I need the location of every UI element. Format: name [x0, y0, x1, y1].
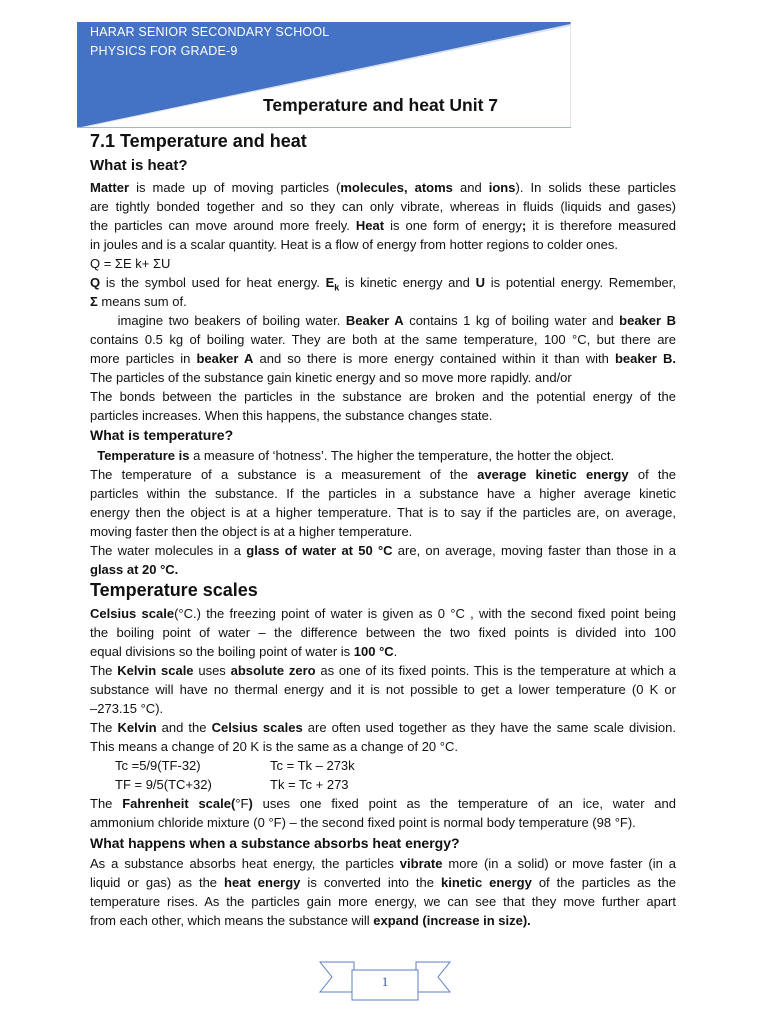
page-number: 1: [381, 974, 389, 989]
paragraph-line: Celsius scale(°C.) the freezing point of water is given as 0 °C , with the second fixed point being: [90, 606, 677, 621]
paragraph-line: The temperature of a substance is a measurement of the average kinetic energy of the: [90, 467, 676, 482]
paragraph-line: As a substance absorbs heat energy, the particles vibrate more (in a solid) or move faster (in a: [90, 856, 677, 871]
paragraph-line: The water molecules in a glass of water at 50 °C are, on average, moving faster than those in a: [90, 543, 677, 558]
formula-f-from-c: TF = 9/5(TC+32): [115, 777, 212, 792]
paragraph-line: from each other, which means the substance will expand (increase in size).: [90, 913, 531, 928]
paragraph-line: liquid or gas) as the heat energy is converted into the kinetic energy of the particles as the: [90, 875, 676, 890]
formula-c-from-k: Tc = Tk – 273k: [270, 758, 355, 773]
paragraph-line: are tightly bonded together and so they can only vibrate, whereas in fluids (liquids and gases): [90, 199, 676, 214]
course-subject: PHYSICS FOR GRADE-9: [90, 44, 238, 58]
paragraph-line: glass at 20 °C.: [90, 562, 179, 577]
school-name: HARAR SENIOR SECONDARY SCHOOL: [90, 25, 330, 39]
section-title: 7.1 Temperature and heat: [90, 131, 307, 151]
paragraph-line: the particles can move around more freely. Heat is one form of energy; it is therefore measured: [90, 218, 676, 233]
paragraph-line: substance will have no thermal energy and it is not possible to get a lower temperature (0 K or: [90, 682, 676, 697]
formula-c-from-f: Tc =5/9(TF-32): [115, 758, 201, 773]
paragraph-line: The bonds between the particles in the substance are broken and the potential energy of the: [90, 389, 676, 404]
paragraph-line: Matter is made up of moving particles (molecules, atoms and ions). In solids these particles: [90, 180, 676, 195]
heading-what-is-temperature: What is temperature?: [90, 427, 234, 443]
paragraph-line: Q is the symbol used for heat energy. $E_k$ is kinetic energy and U is potential energy. Remember,: [90, 275, 677, 293]
paragraph-line: The Fahrenheit scale(°F) uses one fixed point as the temperature of an ice, water and: [90, 796, 676, 811]
paragraph-line: This means a change of 20 K is the same as a change of 20 °C.: [90, 739, 458, 754]
heading-what-is-heat: What is heat?: [90, 157, 188, 174]
paragraph-line: more particles in beaker A and so there is more energy contained within it than with beaker B.: [90, 351, 676, 366]
paragraph-line: the boiling point of water – the difference between the two fixed points is divided into 100: [90, 625, 676, 640]
unit-title: Temperature and heat Unit 7: [263, 95, 499, 115]
paragraph-line: ammonium chloride mixture (0 °F) – the second fixed point is normal body temperature (98 °F).: [90, 815, 636, 830]
paragraph-line: The Kelvin scale uses absolute zero as one of its fixed points. This is the temperature at which a: [90, 663, 677, 678]
paragraph-line: particles increases. When this happens, the substance changes state.: [90, 408, 493, 423]
header-banner: [77, 22, 571, 128]
heading-temperature-scales: Temperature scales: [90, 580, 258, 600]
paragraph-line: imagine two beakers of boiling water. Beaker A contains 1 kg of boiling water and beaker B: [90, 313, 676, 328]
paragraph-line: The particles of the substance gain kinetic energy and so move more rapidly. and/or: [90, 370, 572, 385]
formula-k-from-c: Tk = Tc + 273: [270, 777, 349, 792]
paragraph-line: equal divisions so the boiling point of water is 100 °C.: [90, 644, 398, 659]
paragraph-line: Σ means sum of.: [90, 294, 187, 309]
paragraph-line: temperature rises. As the particles gain more energy, we can see that they move further apart: [90, 894, 676, 909]
paragraph-line: contains 0.5 kg of boiling water. They are both at the same temperature, 100 °C, but there are: [90, 332, 676, 347]
paragraph-line: particles within the substance. If the particles in a substance have a higher average kinetic: [90, 486, 676, 501]
paragraph-line: moving faster then the object is at a higher temperature.: [90, 524, 413, 539]
heat-formula: Q = ΣE k+ ΣU: [90, 256, 171, 271]
paragraph-line: The Kelvin and the Celsius scales are often used together as they have the same scale division.: [90, 720, 676, 735]
paragraph-line: –273.15 °C).: [90, 701, 164, 716]
paragraph-line: in joules and is a scalar quantity. Heat is a flow of energy from hotter regions to colder ones.: [90, 237, 618, 252]
paragraph-line: energy then the object is at a higher temperature. That is to say if the particles are, on average,: [90, 505, 676, 520]
page-number-ribbon: [318, 958, 452, 1008]
heading-absorbs-heat: What happens when a substance absorbs heat energy?: [90, 835, 460, 851]
paragraph-line: Temperature is a measure of ‘hotness’. The higher the temperature, the hotter the object.: [90, 448, 615, 463]
